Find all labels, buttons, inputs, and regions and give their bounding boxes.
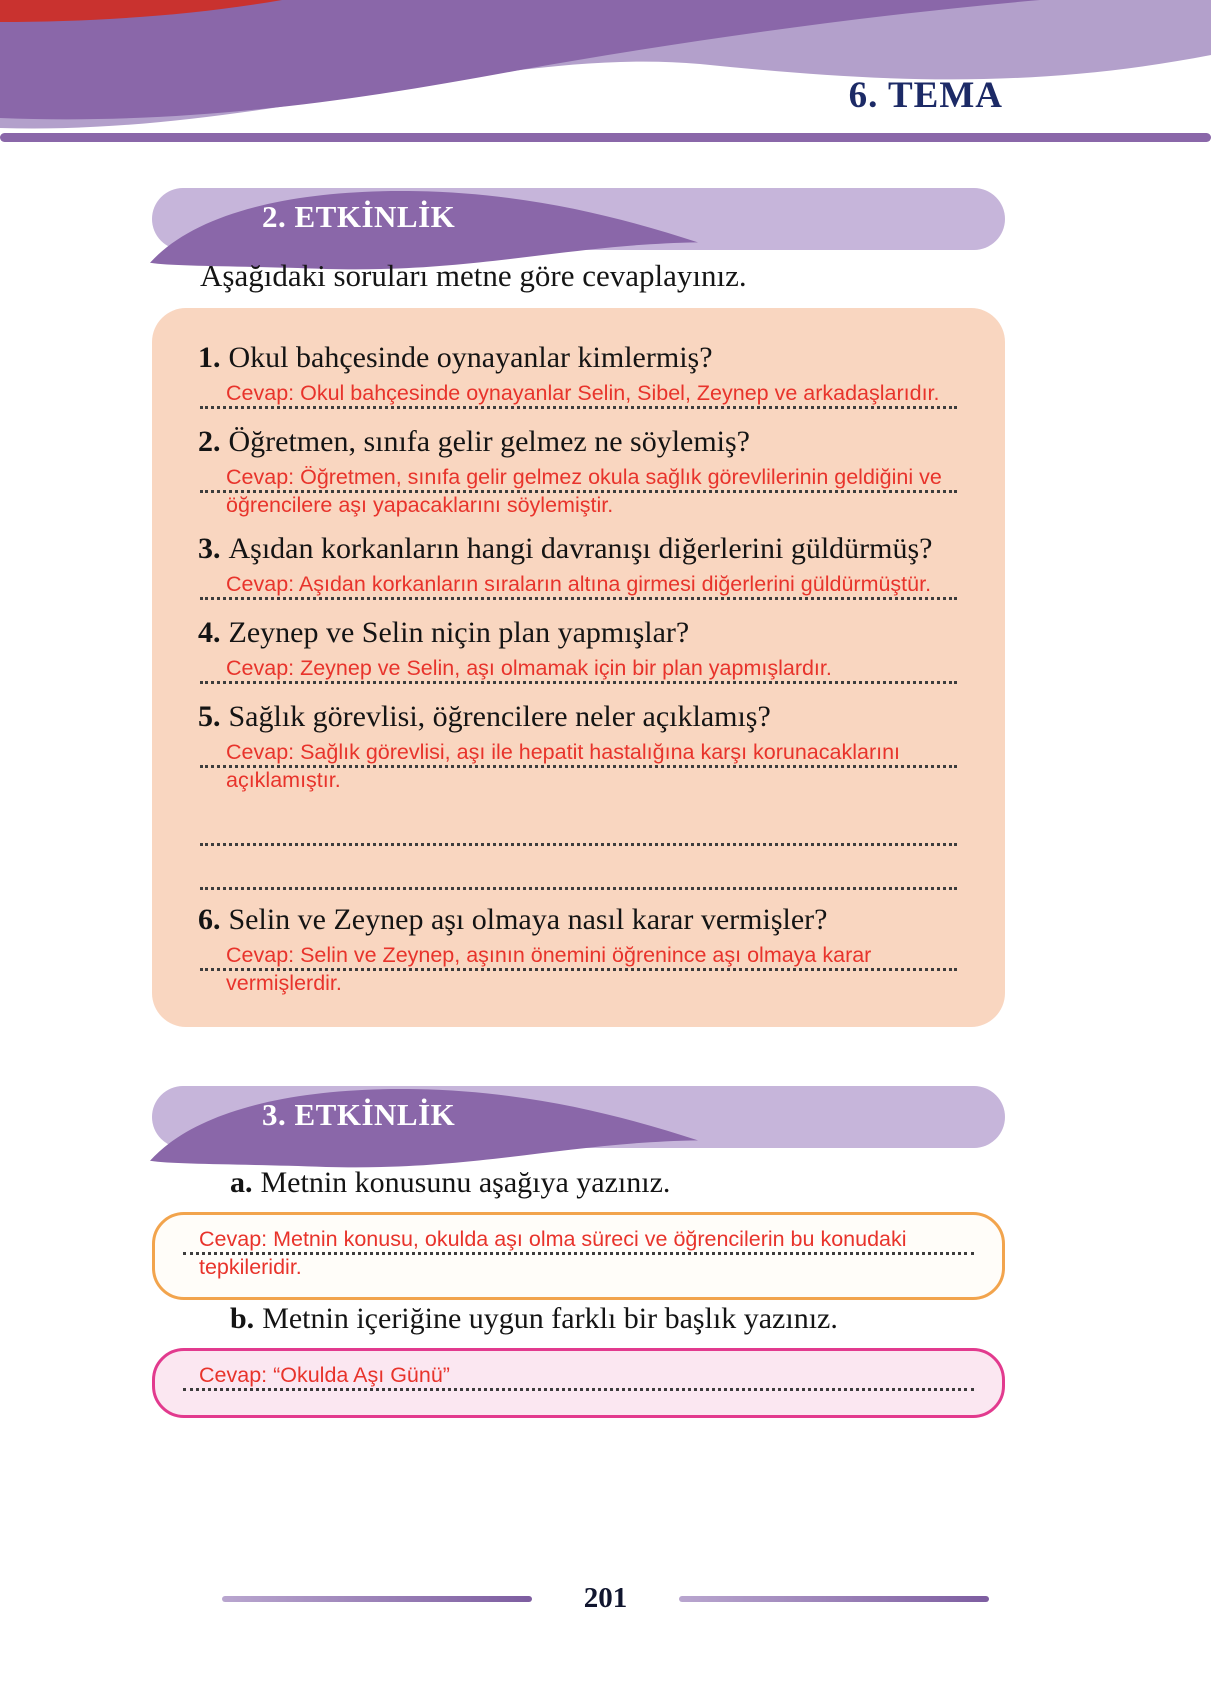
answer-text: Cevap: Sağlık görevlisi, aşı ile hepatit hastalığına karşı korunacaklarını açıklamıştır. [226, 740, 901, 792]
footer-rule-left [222, 1596, 532, 1602]
activity3-title: 3. ETKİNLİK [262, 1097, 456, 1132]
question-number: 2. [198, 425, 221, 458]
answer-line [200, 570, 957, 603]
task-b-answer-box [152, 1348, 1005, 1418]
task-b-text: Metnin içeriğine uygun farklı bir başlık yazınız. [262, 1302, 838, 1335]
question-text: Selin ve Zeynep aşı olmaya nasıl karar vermişler? [228, 903, 828, 936]
answer-line [200, 654, 957, 687]
answer-text: Cevap: Zeynep ve Selin, aşı olmamak için bir plan yapmışlardır. [226, 656, 832, 680]
activity2-instructions: Aşağıdaki soruları metne göre cevaplayınız. [200, 258, 747, 293]
question-3 [198, 529, 959, 603]
task-a-answer-box [152, 1212, 1005, 1300]
footer-rule-right [679, 1596, 989, 1602]
task-a-text: Metnin konusunu aşağıya yazınız. [260, 1166, 671, 1199]
page-number: 201 [583, 1582, 628, 1614]
activity2-banner [152, 188, 1005, 250]
tema-title: 6. TEMA [848, 75, 1003, 116]
answer-text: Cevap: Selin ve Zeynep, aşının önemini öğrenince aşı olmaya karar vermişlerdir. [226, 943, 872, 995]
activity3-banner [152, 1086, 1005, 1148]
question-number: 5. [198, 700, 221, 733]
answer-text: Cevap: “Okulda Aşı Günü” [199, 1363, 450, 1387]
answer-text: Cevap: Aşıdan korkanların sıraların altına girmesi diğerlerini güldürmüştür. [226, 572, 932, 596]
question-number: 1. [198, 341, 221, 374]
activity2-title: 2. ETKİNLİK [262, 199, 456, 234]
task-a-label: a. [230, 1166, 253, 1199]
question-text: Sağlık görevlisi, öğrencilere neler açıklamış? [228, 700, 771, 733]
task-b [230, 1302, 838, 1336]
empty-answer-line [200, 846, 957, 890]
question-number: 3. [198, 532, 221, 565]
answer-text: Cevap: Okul bahçesinde oynayanlar Selin, Sibel, Zeynep ve arkadaşlarıdır. [226, 381, 940, 405]
question-text: Aşıdan korkanların hangi davranışı diğerlerini güldürmüş? [228, 532, 933, 565]
question-text: Okul bahçesinde oynayanlar kimlermiş? [228, 341, 713, 374]
question-2 [198, 422, 959, 519]
question-1 [198, 338, 959, 412]
answer-line [200, 379, 957, 412]
question-text: Öğretmen, sınıfa gelir gelmez ne söylemiş? [228, 425, 750, 458]
answer-text: Cevap: Öğretmen, sınıfa gelir gelmez okula sağlık görevlilerinin geldiğini ve öğrencilere aşı yapacaklarını söylemiştir. [226, 465, 942, 517]
answer-line [200, 941, 957, 997]
answer-line [183, 1361, 974, 1394]
question-5 [198, 697, 959, 890]
task-a [230, 1166, 670, 1200]
question-4 [198, 613, 959, 687]
question-number: 6. [198, 903, 221, 936]
answer-line [200, 738, 957, 794]
answer-line [183, 1225, 974, 1281]
question-6 [198, 900, 959, 997]
header-divider-bar [0, 133, 1211, 142]
task-b-label: b. [230, 1302, 255, 1335]
page-footer [0, 1582, 1211, 1615]
answer-text: Cevap: Metnin konusu, okulda aşı olma süreci ve öğrencilerin bu konudaki tepkileridir. [199, 1227, 907, 1279]
header-swoosh-graphic [0, 0, 1211, 150]
question-number: 4. [198, 616, 221, 649]
questions-box [152, 308, 1005, 1027]
empty-answer-line [200, 802, 957, 846]
answer-line [200, 463, 957, 519]
question-text: Zeynep ve Selin niçin plan yapmışlar? [228, 616, 690, 649]
